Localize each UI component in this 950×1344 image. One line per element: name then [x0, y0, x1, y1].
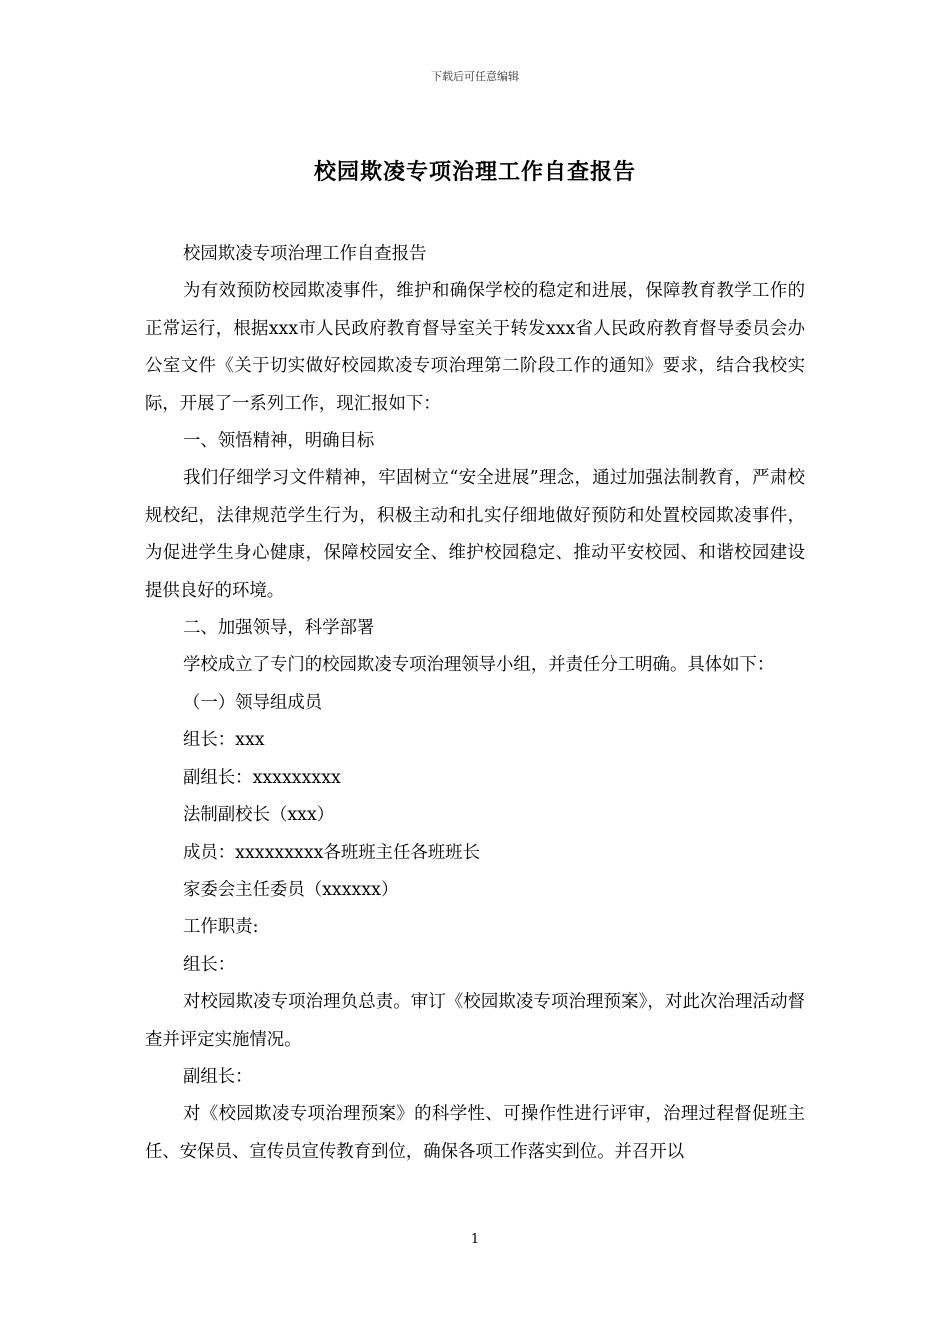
page-header-note: 下载后可任意编辑: [431, 70, 519, 83]
section-heading-1: 一、领悟精神，明确目标: [183, 431, 375, 452]
line-members: 成员：xxxxxxxxx各班班主任各班班长: [183, 842, 480, 863]
paragraph-intro: 为有效预防校园欺凌事件，维护和确保学校的稳定和进展，保障教育教学工作的正常运行，根据xxx市人民政府教育督导室关于转发xxx省人民政府教育督导委员会办公室文件《关于切实做好校园欺凌专项治理第二阶段工作的通知》要求，结合我校实际，开展了一系列工作，现汇报如下：: [145, 281, 805, 414]
paragraph-deputy-duty: 对《校园欺凌专项治理预案》的科学性、可操作性进行评审，治理过程督促班主任、安保员、宣传员宣传教育到位，确保各项工作落实到位。并召开以: [145, 1104, 805, 1162]
paragraph-section-2: 学校成立了专门的校园欺凌专项治理领导小组，并责任分工明确。具体如下：: [183, 655, 775, 676]
subsection-heading-leaders: （一）领导组成员: [183, 692, 323, 713]
line-legal-vice-principal: 法制副校长（xxx）: [183, 805, 335, 826]
paragraph-leader-duty: 对校园欺凌专项治理负总责。审订《校园欺凌专项治理预案》，对此次治理活动督查并评定实施情况。: [145, 992, 805, 1050]
document-title: 校园欺凌专项治理工作自查报告: [313, 159, 636, 185]
section-heading-2: 二、加强领导，科学部署: [183, 618, 375, 639]
paragraph-section-1: 我们仔细学习文件精神，牢固树立“安全进展”理念，通过加强法制教育，严肃校规校纪，法律规范学生行为，积极主动和扎实仔细地做好预防和处置校园欺凌事件，为促进学生身心健康，保障校园安全、维护校园稳定、推动平安校园、和谐校园建设提供良好的环境。: [145, 468, 805, 601]
document-body: [145, 236, 805, 1171]
line-parent-committee: 家委会主任委员（xxxxxx）: [183, 879, 399, 900]
line-duties-heading: 工作职责:: [183, 917, 259, 938]
paragraph-subtitle: 校园欺凌专项治理工作自查报告: [183, 244, 427, 264]
line-deputy-label: 副组长：: [183, 1066, 253, 1087]
page-number: 1: [470, 1232, 480, 1247]
line-leader-label: 组长：: [183, 954, 236, 975]
line-deputy-leader: 副组长：xxxxxxxxx: [183, 767, 341, 788]
line-leader: 组长：xxx: [183, 730, 265, 751]
